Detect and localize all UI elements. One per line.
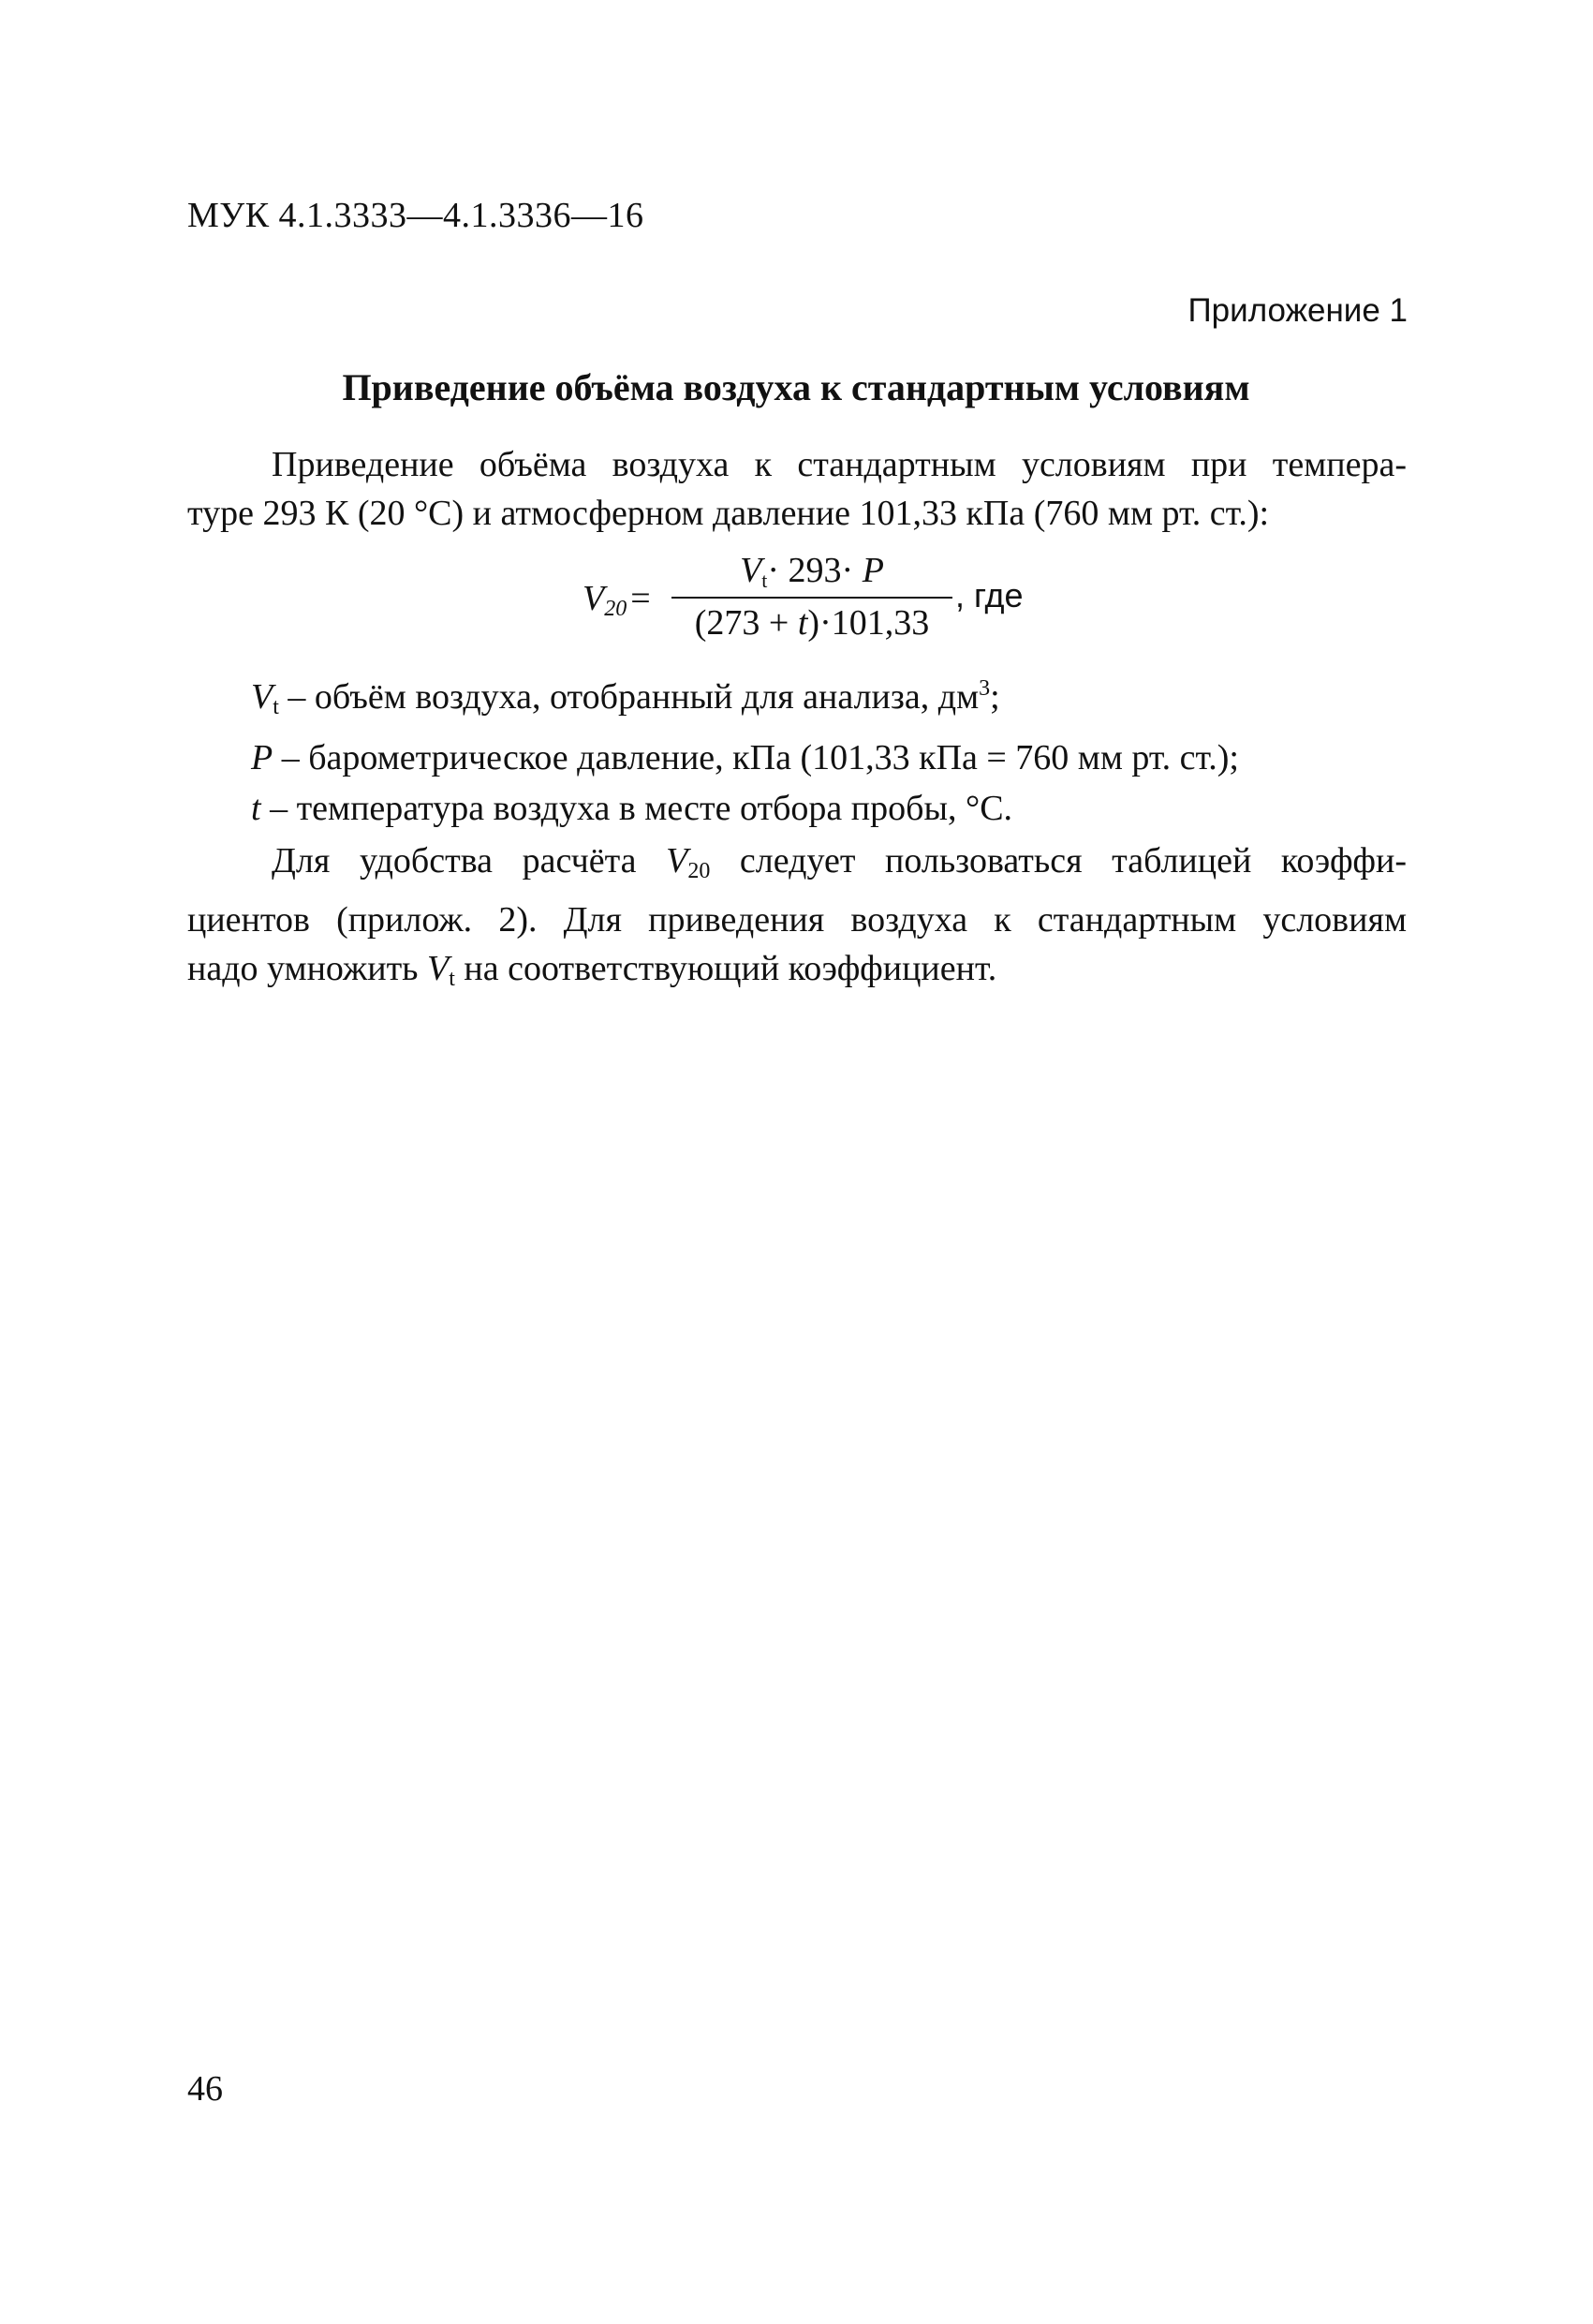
formula-denominator-open: (273 + [694, 603, 798, 643]
running-header: МУК 4.1.3333—4.1.3336—16 [187, 196, 644, 235]
legend-item-p [251, 733, 1239, 783]
section-title: Приведение объёма воздуха к стандартным условиям [342, 366, 1250, 408]
intro-line-2: туре 293 К (20 °С) и атмосферном давление 101,33 кПа (760 мм рт. ст.): [187, 494, 1270, 533]
formula-numerator-p: P [862, 551, 884, 590]
legend-item-t [251, 783, 1239, 834]
intro-paragraph [187, 440, 1407, 538]
legend-vt-unit-power: 3 [979, 676, 991, 701]
formula-lhs [583, 578, 651, 622]
note-line-1-after: следует пользоваться таблицей коэффи- [710, 841, 1407, 881]
note-line-3-symbol: V [427, 949, 450, 988]
formula-numerator-rest: · 293· [767, 551, 863, 590]
legend-t-symbol: t [251, 789, 261, 828]
note-line-2: циентов (прилож. 2). Для приведения воздуха к стандартным условиям [187, 900, 1407, 940]
formula-equals: = [630, 579, 651, 618]
note-paragraph [187, 836, 1407, 1003]
formula-where: , где [955, 576, 1024, 614]
legend-item-vt [251, 663, 1239, 733]
formula-numerator [671, 548, 952, 593]
legend-p-symbol: P [251, 738, 273, 777]
note-line-3 [187, 944, 1407, 1003]
formula-denominator [671, 599, 952, 645]
page-number: 46 [187, 2069, 223, 2109]
note-line-1 [187, 836, 1407, 896]
intro-line-1: Приведение объёма воздуха к стандартным условиям при темпера- [272, 445, 1407, 484]
formula-lhs-subscript: 20 [604, 597, 627, 621]
formula-numerator-symbol: V [740, 551, 762, 590]
note-line-1-symbol: V [666, 841, 688, 881]
note-line-3-after: на соответствующий коэффициент. [454, 949, 997, 988]
formula-denominator-close: )·101,33 [807, 603, 930, 643]
formula-fraction [671, 548, 952, 645]
formula-denominator-t: t [797, 603, 808, 643]
note-line-1-before: Для удобства расчёта [272, 841, 667, 881]
note-line-1-subscript: 20 [687, 859, 711, 883]
variable-legend [251, 663, 1239, 834]
legend-vt-end: ; [990, 677, 1000, 717]
legend-t-text: – температура воздуха в месте отбора пробы, °С. [260, 789, 1013, 828]
note-line-3-before: надо умножить [187, 949, 427, 988]
note-line-3-subscript: t [449, 967, 455, 991]
legend-p-text: – барометрическое давление, кПа (101,33 кПа = 760 мм рт. ст.); [273, 738, 1239, 777]
legend-vt-subscript: t [273, 695, 279, 719]
formula-numerator-subscript: t [761, 569, 768, 592]
appendix-label: Приложение 1 [1187, 292, 1408, 329]
formula-lhs-symbol: V [583, 579, 605, 618]
legend-vt-symbol: V [251, 677, 273, 717]
legend-vt-text: – объём воздуха, отобранный для анализа, дм [278, 677, 980, 717]
